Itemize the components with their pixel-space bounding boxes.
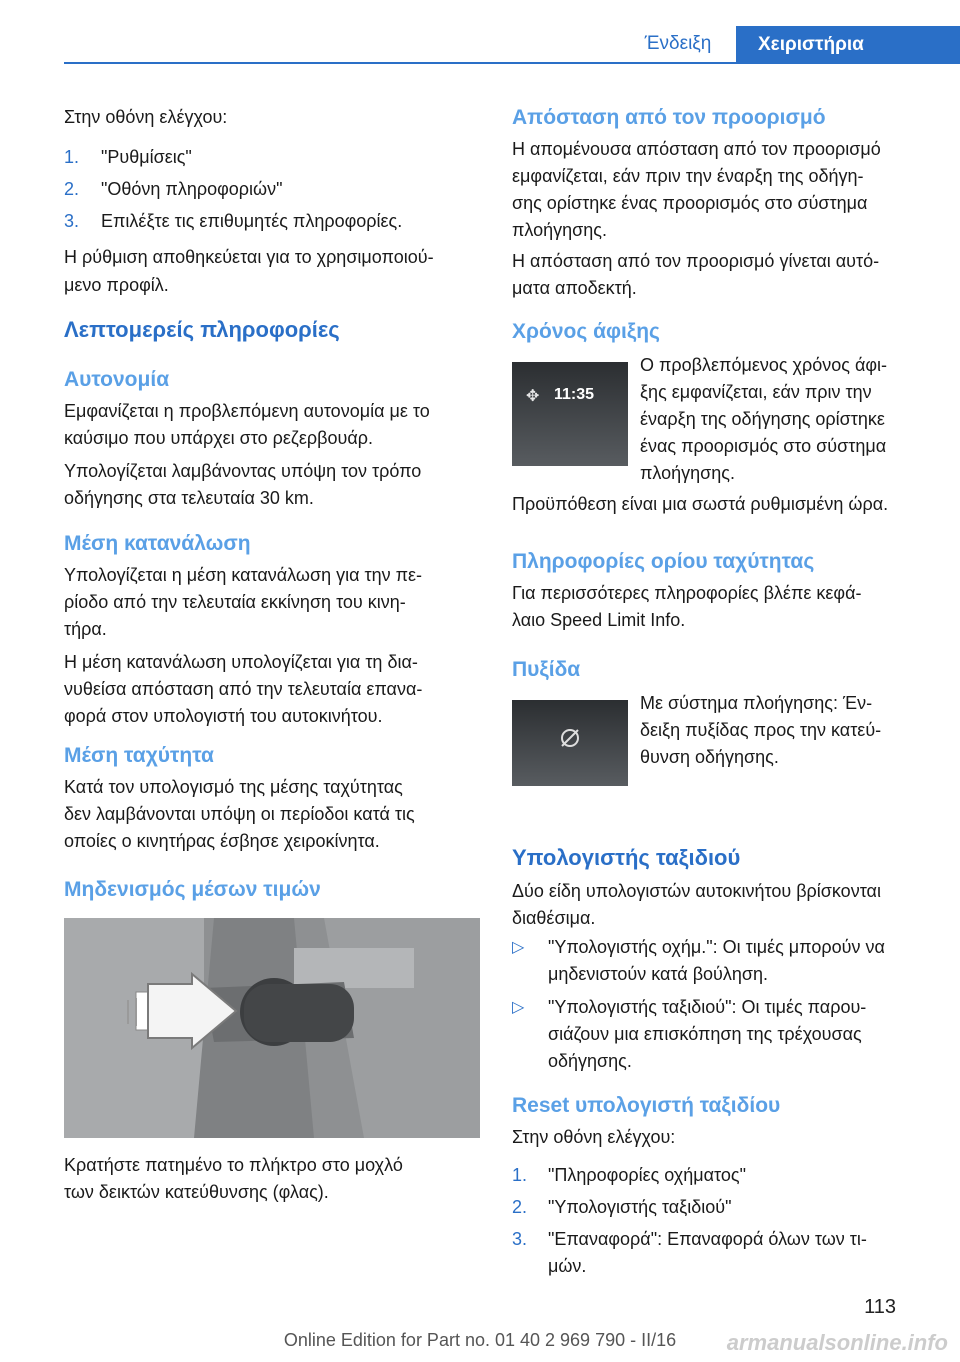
- intro-text: Στην οθόνη ελέγχου:: [64, 107, 228, 127]
- heading-distance-destination: Απόσταση από τον προορισμό: [512, 106, 826, 129]
- arrival-time-display: [512, 362, 628, 466]
- heading-compass: Πυξίδα: [512, 658, 581, 681]
- reset-intro: Στην οθόνη ελέγχου:: [512, 1127, 676, 1147]
- turn-signal-lever-photo: [64, 918, 480, 1138]
- step-number: 3.: [512, 1229, 528, 1249]
- tab-controls: Χειριστήρια: [736, 26, 960, 64]
- reset-step-3: μών.: [548, 1256, 587, 1276]
- step-number: 1.: [512, 1165, 528, 1185]
- distance-text: πλοήγησης.: [512, 220, 607, 240]
- arrival-time-value: 11:35: [554, 386, 595, 403]
- speed-text: οποίες ο κινητήρας έσβησε χειροκίνητα.: [64, 831, 380, 851]
- speed-text: δεν λαμβάνονται υπόψη οι περίοδοι κατά τις: [64, 804, 415, 824]
- heading-reset-averages: Μηδενισμός μέσων τιμών: [64, 878, 321, 901]
- heading-average-speed: Μέση ταχύτητα: [64, 744, 214, 767]
- speed-text: Κατά τον υπολογισμό της μέσης ταχύτητας: [64, 777, 403, 797]
- step-number: 2.: [512, 1197, 528, 1217]
- reset-step-3: "Επαναφορά": Επαναφορά όλων των τι-: [548, 1229, 867, 1249]
- step-number: 2.: [64, 179, 80, 199]
- consumption-text: ρίοδο από την τελευταία εκκίνηση του κινη-: [64, 592, 406, 612]
- consumption-text: φορά στον υπολογιστή του αυτοκινήτου.: [64, 706, 383, 726]
- consumption-text: νυθείσα απόσταση από την τελευταία επανα-: [64, 679, 423, 699]
- arrival-requirement: Προϋπόθεση είναι μια σωστά ρυθμισμένη ώρα.: [512, 494, 889, 514]
- heading-trip-computer: Υπολογιστής ταξιδιού: [512, 845, 741, 870]
- distance-text: ματα αποδεκτή.: [512, 278, 637, 298]
- step-2: "Οθόνη πληροφοριών": [101, 179, 283, 199]
- bullet-text: σιάζουν μια επισκόπηση της τρέχουσας: [548, 1024, 862, 1044]
- tab-indication: Ένδειξη: [644, 33, 712, 54]
- bullet-text: οδήγησης.: [548, 1051, 632, 1071]
- reset-step-2: "Υπολογιστής ταξιδιού": [548, 1197, 732, 1217]
- note-line: Η ρύθμιση αποθηκεύεται για το χρησιμοποιού-: [64, 247, 434, 267]
- range-text: Υπολογίζεται λαμβάνοντας υπόψη τον τρόπο: [64, 461, 422, 481]
- speed-limit-text: Για περισσότερες πληροφορίες βλέπε κεφά-: [512, 583, 862, 603]
- compass-text: θυνση οδήγησης.: [640, 747, 779, 767]
- photo-caption: των δεικτών κατεύθυνσης (φλας).: [64, 1182, 329, 1202]
- consumption-text: Η μέση κατανάλωση υπολογίζεται για τη δια-: [64, 652, 418, 672]
- distance-text: εμφανίζεται, εάν πριν την έναρξη της οδήγη-: [512, 166, 864, 186]
- header-rule: [64, 62, 960, 64]
- compass-text: Με σύστημα πλοήγησης: Έν-: [640, 693, 873, 713]
- step-number: 3.: [64, 211, 80, 231]
- step-1: "Ρυθμίσεις": [101, 147, 192, 167]
- arrival-text: πλοήγησης.: [640, 463, 735, 483]
- heading-reset-trip: Reset υπολογιστή ταξιδίου: [512, 1094, 781, 1117]
- distance-text: σης ορίστηκε ένας προορισμός στο σύστημα: [512, 193, 868, 213]
- trip-computer-text: διαθέσιμα.: [512, 908, 596, 928]
- compass-text: δειξη πυξίδας προς την κατεύ-: [640, 720, 882, 740]
- distance-text: Η απόσταση από τον προορισμό γίνεται αυτό-: [512, 251, 880, 271]
- range-text: Εμφανίζεται η προβλεπόμενη αυτονομία με το: [64, 401, 430, 421]
- compass-display: [512, 700, 628, 786]
- consumption-text: τήρα.: [64, 619, 107, 639]
- arrival-text: έναρξη της οδήγησης ορίστηκε: [640, 409, 885, 429]
- range-text: οδήγησης στα τελευταία 30 km.: [64, 488, 314, 508]
- edition-footer: Online Edition for Part no. 01 40 2 969 790 - II/16: [283, 1330, 677, 1350]
- heading-range: Αυτονομία: [64, 368, 170, 391]
- watermark: armanualsonline.info: [726, 1330, 948, 1355]
- heading-speed-limit: Πληροφορίες ορίου ταχύτητας: [512, 550, 815, 573]
- trip-computer-text: Δύο είδη υπολογιστών αυτοκινήτου βρίσκονται: [512, 881, 881, 901]
- photo-caption: Κρατήστε πατημένο το πλήκτρο στο μοχλό: [64, 1155, 403, 1175]
- range-text: καύσιμο που υπάρχει στο ρεζερβουάρ.: [64, 428, 373, 448]
- note-line: μενο προφίλ.: [64, 275, 169, 295]
- heading-arrival-time: Χρόνος άφιξης: [512, 320, 660, 343]
- page-number: 113: [864, 1296, 896, 1318]
- compass-icon: [512, 700, 628, 786]
- consumption-text: Υπολογίζεται η μέση κατανάλωση για την πε-: [64, 565, 423, 585]
- lever-illustration: [64, 918, 480, 1138]
- bullet-text: "Υπολογιστής ταξιδιού": Οι τιμές παρου-: [548, 997, 867, 1017]
- step-number: 1.: [64, 147, 80, 167]
- bullet-triangle-icon: ▷: [512, 939, 525, 956]
- bullet-text: "Υπολογιστής οχήμ.": Οι τιμές μπορούν να: [548, 937, 885, 957]
- heading-average-consumption: Μέση κατανάλωση: [64, 532, 251, 555]
- reset-step-1: "Πληροφορίες οχήματος": [548, 1165, 746, 1185]
- step-3: Επιλέξτε τις επιθυμητές πληροφορίες.: [101, 211, 403, 231]
- heading-details: Λεπτομερείς πληροφορίες: [64, 317, 340, 342]
- arrival-text: Ο προβλεπόμενος χρόνος άφι-: [640, 355, 888, 375]
- bullet-triangle-icon: ▷: [512, 999, 525, 1016]
- arrival-text: ξης εμφανίζεται, εάν πριν την: [640, 382, 872, 402]
- arrival-text: ένας προορισμός στο σύστημα: [640, 436, 887, 456]
- speed-limit-text: λαιο Speed Limit Info.: [512, 610, 686, 630]
- distance-text: Η απομένουσα απόσταση από τον προορισμό: [512, 139, 881, 159]
- bullet-text: μηδενιστούν κατά βούληση.: [548, 964, 769, 984]
- flag-icon: ✥: [526, 388, 540, 405]
